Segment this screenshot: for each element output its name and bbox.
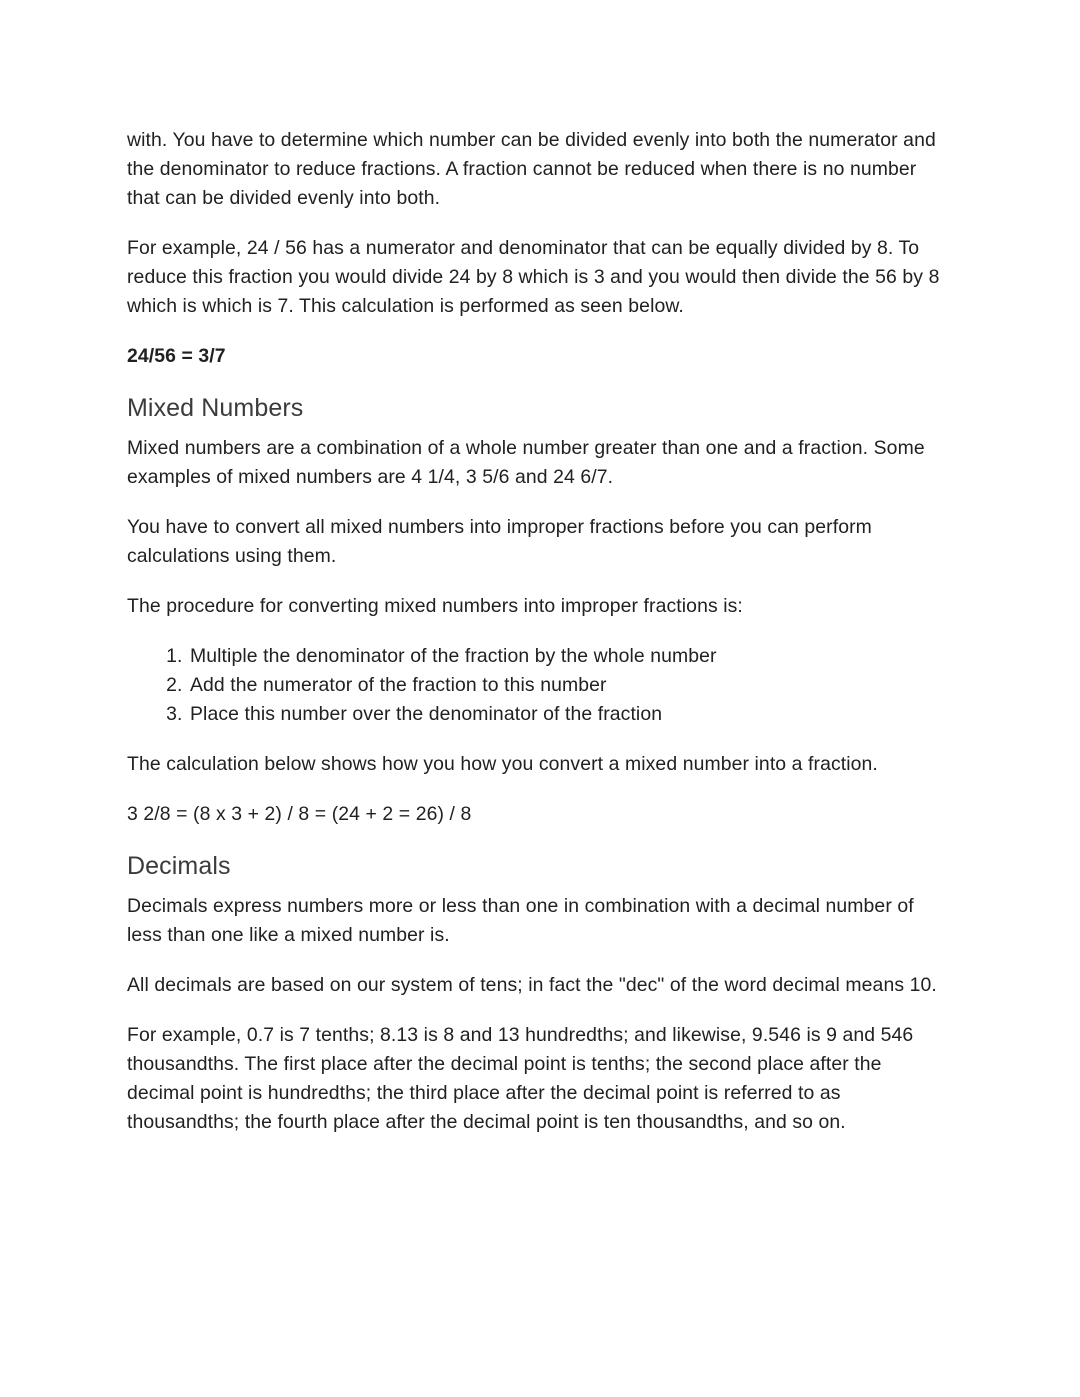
paragraph-reduce-example: For example, 24 / 56 has a numerator and denominator that can be equally divided by 8. To reduce this fraction you would divide 24 by 8 which is 3 and you would then divide the 56 by 8 which is which is 7. This calculation is performed as seen below. bbox=[127, 237, 940, 317]
paragraph-decimals-examples: For example, 0.7 is 7 tenths; 8.13 is 8 and 13 hundredths; and likewise, 9.546 is 9 and 546 thousandths. The first place after the decimal point is tenths; the second place after the decimal point is hundredths; the third place after the decimal point is referred to as thousandths; the fourth place after the decimal point is ten thousandths, and so on. bbox=[127, 1024, 914, 1133]
list-item: 2. Add the numerator of the fraction to this number bbox=[188, 671, 953, 700]
paragraph-decimals-definition: Decimals express numbers more or less than one in combination with a decimal number of less than one like a mixed number is. bbox=[127, 895, 914, 946]
heading-mixed-numbers: Mixed Numbers bbox=[127, 394, 304, 422]
procedure-numbered-list bbox=[127, 642, 953, 729]
equation-reduced-fraction: 24/56 = 3/7 bbox=[127, 345, 226, 367]
list-item: 1. Multiple the denominator of the fraction by the whole number bbox=[188, 642, 953, 671]
paragraph-reduce-intro: with. You have to determine which number can be divided evenly into both the numerator and the denominator to reduce fractions. A fraction cannot be reduced when there is no number that can be divided evenly into both. bbox=[127, 129, 936, 209]
paragraph-calculation-intro: The calculation below shows how you how you convert a mixed number into a fraction. bbox=[127, 753, 878, 775]
heading-decimals: Decimals bbox=[127, 852, 231, 880]
paragraph-mixed-convert: You have to convert all mixed numbers into improper fractions before you can perform calculations using them. bbox=[127, 516, 872, 567]
paragraph-mixed-definition: Mixed numbers are a combination of a whole number greater than one and a fraction. Some examples of mixed numbers are 4 1/4, 3 5/6 and 24 6/7. bbox=[127, 437, 925, 488]
paragraph-procedure-intro: The procedure for converting mixed numbers into improper fractions is: bbox=[127, 595, 743, 617]
paragraph-decimals-tens: All decimals are based on our system of tens; in fact the "dec" of the word decimal means 10. bbox=[127, 974, 937, 996]
list-item: 3. Place this number over the denominator of the fraction bbox=[188, 700, 953, 729]
equation-mixed-conversion: 3 2/8 = (8 x 3 + 2) / 8 = (24 + 2 = 26) / 8 bbox=[127, 803, 472, 825]
